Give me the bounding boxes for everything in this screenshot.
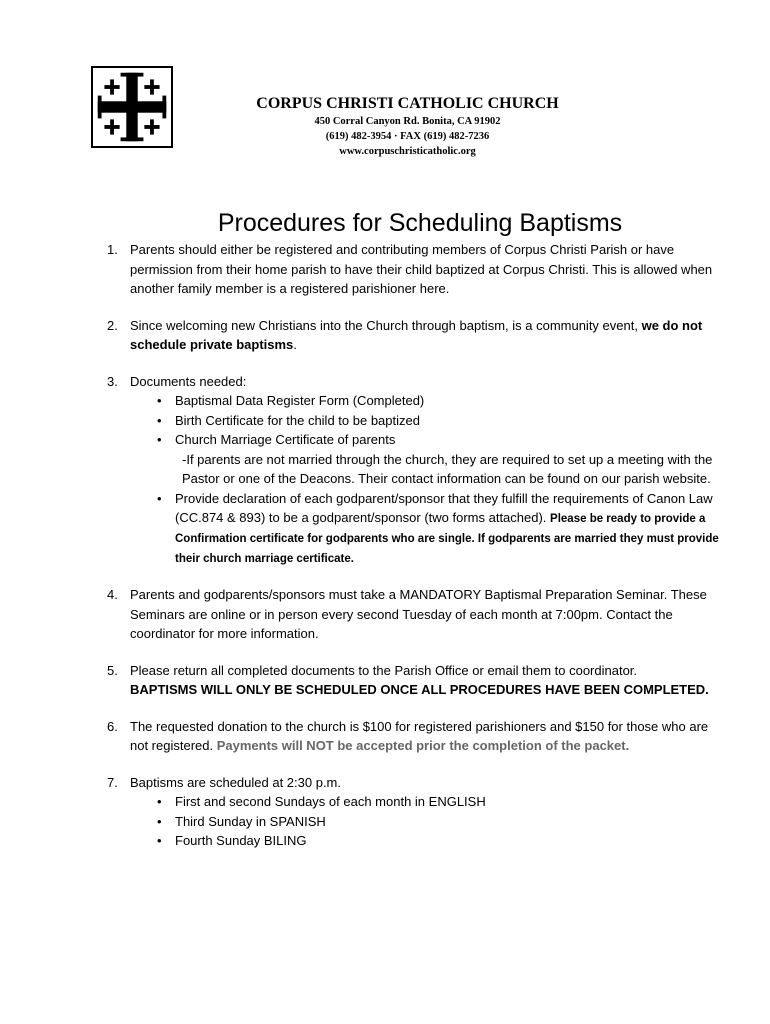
jerusalem-cross-icon <box>93 68 171 146</box>
procedure-item-2 <box>104 316 724 355</box>
bullet-icon: • <box>157 412 162 428</box>
bullet-icon: • <box>157 794 162 809</box>
bullet-icon: • <box>157 393 162 408</box>
item-number: 1. <box>107 242 118 257</box>
item-number: 5. <box>107 662 118 678</box>
schedule-list <box>130 792 724 851</box>
item-number: 2. <box>107 317 118 333</box>
item-number: 6. <box>107 718 118 734</box>
item-text: Documents needed: <box>130 373 247 389</box>
item-text: Since welcoming new Christians into the Church through baptism, is a community event, <box>130 317 642 333</box>
item-text: Baptisms are scheduled at 2:30 p.m. <box>130 774 342 790</box>
item-text-end: . <box>293 337 297 352</box>
item-text: The requested donation to the church is $100 for registered parishioners and $150 for those who are not registered. <box>130 718 709 753</box>
item-bold-text: we do not schedule private baptisms <box>130 317 703 352</box>
list-item <box>130 812 724 832</box>
page-title: Procedures for Scheduling Baptisms <box>217 209 623 237</box>
marriage-note: -If parents are not married through the church, they are required to set up a meeting with the Pastor or one of the Deacons. Their contact information can be found on our parish website. <box>182 451 713 486</box>
item-text: Parents should either be registered and contributing members of Corpus Christi Parish or have permission from their home parish to have their child baptized at Corpus Christi. This is allowed when another family member is a registered parishioner here. <box>130 242 713 296</box>
bullet-icon: • <box>157 432 162 447</box>
list-item <box>130 489 724 569</box>
list-item-text: Baptismal Data Register Form (Completed) <box>175 393 425 408</box>
item-text: Please return all completed documents to the Parish Office or email them to coordinator. <box>130 662 638 678</box>
bullet-icon: • <box>157 813 162 829</box>
list-item-text: Birth Certificate for the child to be baptized <box>175 412 420 428</box>
list-item-text: Church Marriage Certificate of parents <box>175 432 396 447</box>
payment-warning: Payments will NOT be accepted prior the completion of the packet. <box>216 738 630 753</box>
church-name: CORPUS CHRISTI CATHOLIC CHURCH <box>256 95 559 112</box>
list-item-text: Third Sunday in SPANISH <box>175 813 326 829</box>
bullet-icon: • <box>157 833 162 848</box>
list-item <box>130 792 724 812</box>
list-item-text: Fourth Sunday BILING <box>175 833 307 848</box>
list-item <box>130 411 724 431</box>
item-text: Parents and godparents/sponsors must take a MANDATORY Baptismal Preparation Seminar. These Seminars are online or in person every second Tuesday of each month at 7:00pm. Contact the coordinator for more information. <box>130 587 707 641</box>
church-address: 450 Corral Canyon Rd. Bonita, CA 91902 <box>314 116 501 127</box>
item-number: 7. <box>107 774 118 790</box>
list-item-text: First and second Sundays of each month in ENGLISH <box>175 794 486 809</box>
procedure-item-5 <box>104 661 724 700</box>
procedure-item-7 <box>104 773 724 851</box>
item-number: 4. <box>107 587 118 602</box>
procedure-item-1 <box>104 240 724 299</box>
godparent-list <box>130 489 724 569</box>
list-item <box>130 831 724 851</box>
procedures-list-container <box>104 240 724 868</box>
letterhead <box>175 94 640 159</box>
procedure-item-3 <box>104 372 724 569</box>
list-item-text: Provide declaration of each godparent/sponsor that they fulfill the requirements of Canon Law (CC.874 & 893) to be a godparent/sponsor (two forms attached). <box>175 490 713 525</box>
item-bold-text: BAPTISMS WILL ONLY BE SCHEDULED ONCE ALL PROCEDURES HAVE BEEN COMPLETED. <box>130 682 709 697</box>
procedure-item-6 <box>104 717 724 756</box>
godparent-note: Please be ready to provide a Confirmation certificate for godparents who are single. If godparents are married they must provide their church marriage certificate. <box>175 513 719 565</box>
procedures-list <box>104 240 724 851</box>
list-item <box>130 430 724 450</box>
documents-list <box>130 391 724 450</box>
church-website[interactable]: www.corpuschristicatholic.org <box>339 146 476 157</box>
list-item <box>130 391 724 411</box>
procedure-item-4 <box>104 585 724 644</box>
item-number: 3. <box>107 373 118 389</box>
bullet-icon: • <box>157 490 162 506</box>
church-phone: (619) 482-3954 · FAX (619) 482-7236 <box>325 131 490 142</box>
church-logo <box>91 66 173 148</box>
